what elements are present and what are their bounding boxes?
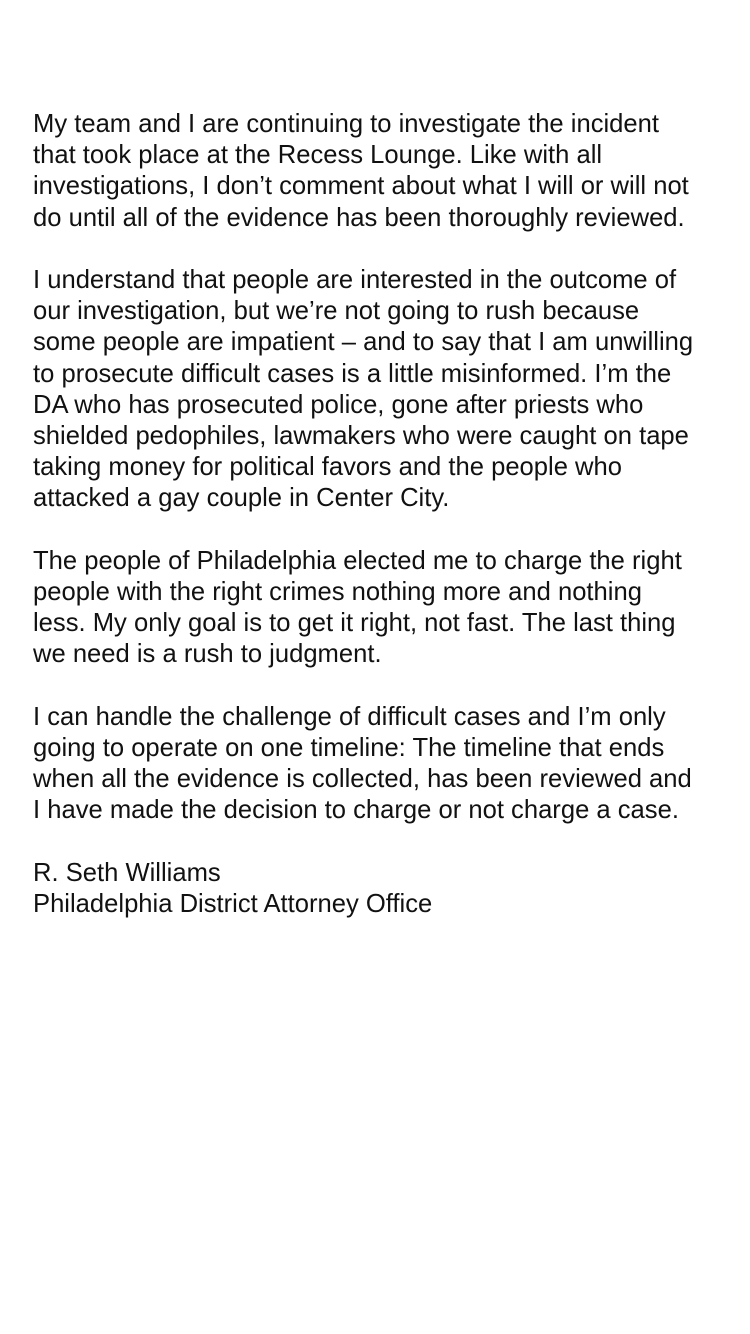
- text-line: we need is a rush to judgment.: [33, 640, 382, 669]
- text-line: I have made the decision to charge or not charge a case.: [33, 796, 679, 825]
- text-line: The people of Philadelphia elected me to charge the right: [33, 546, 682, 575]
- paragraph-timeline: [33, 702, 733, 827]
- text-line: DA who has prosecuted police, gone after priests who: [33, 390, 644, 419]
- text-line: My team and I are continuing to investigate the incident: [33, 110, 659, 138]
- text-line: our investigation, but we’re not going to rush because: [33, 297, 640, 326]
- text-line: I can handle the challenge of difficult cases and I’m only: [33, 702, 666, 731]
- paragraph-mandate: [33, 546, 733, 671]
- text-line: to prosecute difficult cases is a little misinformed. I’m the: [33, 359, 672, 388]
- signature-office: Philadelphia District Attorney Office: [33, 890, 433, 919]
- signature-block: [33, 858, 733, 920]
- signature-name: R. Seth Williams: [33, 858, 221, 887]
- text-line: that took place at the Recess Lounge. Like with all: [33, 141, 603, 170]
- text-line: some people are impatient – and to say that I am unwilling: [33, 328, 694, 357]
- text-line: going to operate on one timeline: The timeline that ends: [33, 734, 665, 763]
- text-line: attacked a gay couple in Center City.: [33, 484, 450, 513]
- text-line: I understand that people are interested in the outcome of: [33, 266, 677, 294]
- text-line: do until all of the evidence has been thoroughly reviewed.: [33, 203, 685, 232]
- paragraph-not-rushing: [33, 265, 733, 515]
- text-line: shielded pedophiles, lawmakers who were caught on tape: [33, 422, 689, 451]
- text-line: people with the right crimes nothing more and nothing: [33, 578, 642, 607]
- text-line: taking money for political favors and the people who: [33, 453, 623, 482]
- statement-document: [33, 109, 733, 920]
- text-line: when all the evidence is collected, has been reviewed and: [33, 765, 692, 794]
- text-line: investigations, I don’t comment about what I will or will not: [33, 172, 689, 201]
- text-line: less. My only goal is to get it right, not fast. The last thing: [33, 609, 676, 638]
- paragraph-investigation: [33, 109, 733, 234]
